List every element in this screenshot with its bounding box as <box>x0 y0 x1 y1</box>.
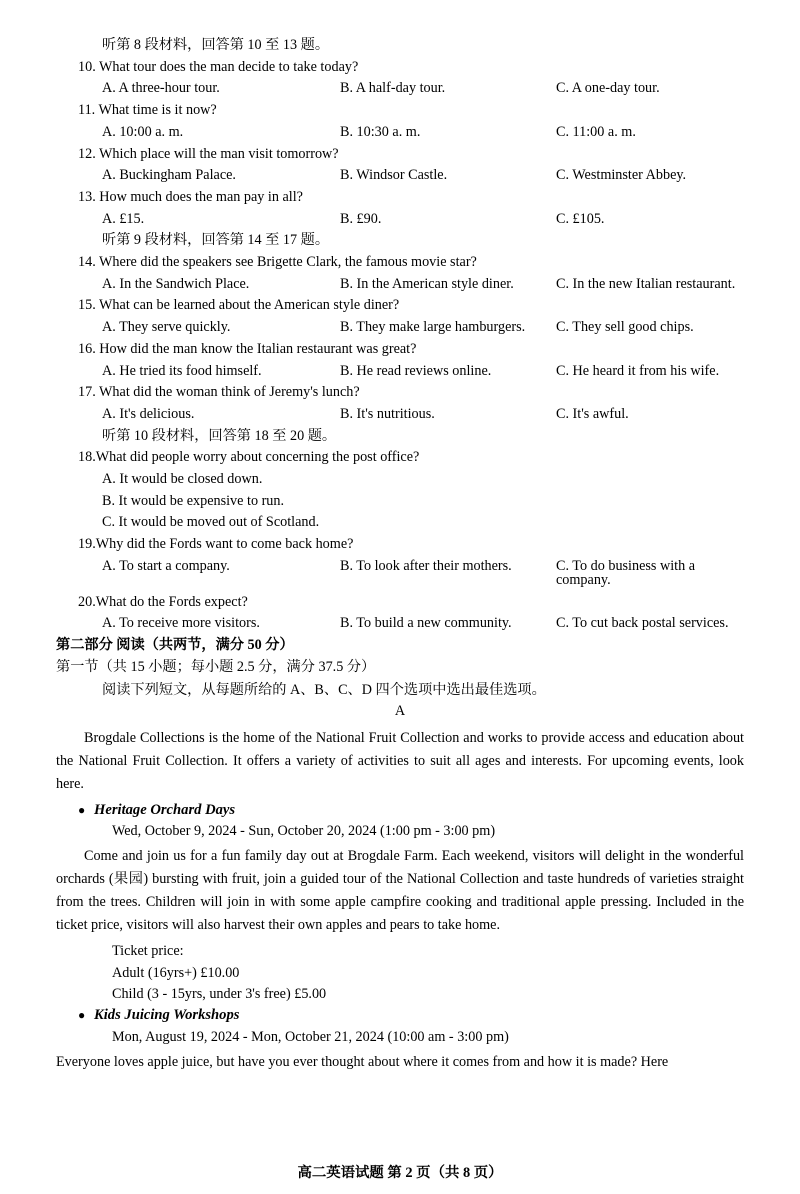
question-text: How much does the man pay in all? <box>99 188 303 205</box>
question-text: Which place will the man visit tomorrow? <box>99 145 339 162</box>
event-title: Heritage Orchard Days <box>94 801 236 818</box>
option-b[interactable]: B. £90. <box>340 210 382 227</box>
question-number: 10. <box>78 58 96 75</box>
question-options <box>56 616 744 630</box>
question-options <box>56 277 744 291</box>
option-a[interactable]: A. He tried its food himself. <box>102 362 262 379</box>
question-stem <box>56 342 744 356</box>
question-text: What time is it now? <box>98 102 217 119</box>
question-stem <box>56 60 744 74</box>
option-a[interactable]: A. To start a company. <box>102 557 230 574</box>
question-options <box>56 364 744 378</box>
option-a[interactable]: A. £15. <box>102 210 145 227</box>
option-b[interactable]: B. He read reviews online. <box>340 362 492 379</box>
option-b[interactable]: B. 10:30 a. m. <box>340 123 421 140</box>
question-number: 17. <box>78 384 96 401</box>
question-stem <box>56 190 744 204</box>
event-title: Kids Juicing Workshops <box>94 1006 240 1023</box>
question-options <box>56 125 744 139</box>
option-a[interactable]: A. They serve quickly. <box>102 319 231 336</box>
question-number: 13. <box>78 188 96 205</box>
part-two-section-one-heading: 第一节（共 15 小题；每小题 2.5 分，满分 37.5 分） <box>56 659 376 676</box>
question-number: 19. <box>78 536 96 553</box>
question-number: 11. <box>78 102 96 119</box>
option-b[interactable]: B. In the American style diner. <box>340 275 514 292</box>
event-description: Come and join us for a fun family day out at Brogdale Farm. Each weekend, visitors will delight in the wonderful orchards (果园) bursting with fruit, join a guided tour of the National Collection and taste hundreds of varieties straight from the trees. Children will join in with some apple campfire cooking and traditional apple pressing. Included in the ticket price, visitors will also harvest their own apples and pears to take home. <box>56 848 744 934</box>
question-stem <box>56 537 744 551</box>
question-stem <box>56 103 744 117</box>
option-c[interactable]: C. Westminster Abbey. <box>556 167 687 184</box>
option-a[interactable]: A. It's delicious. <box>102 405 195 422</box>
ticket-price-adult: Adult (16yrs+) £10.00 <box>112 964 240 981</box>
question-text: What tour does the man decide to take today? <box>99 58 359 75</box>
question-options <box>56 81 744 95</box>
question-options <box>56 559 744 587</box>
option-a[interactable]: A. In the Sandwich Place. <box>102 275 250 292</box>
question-options <box>56 320 744 334</box>
ticket-price-child: Child (3 - 15yrs, under 3's free) £5.00 <box>112 985 327 1002</box>
option-c[interactable]: C. To cut back postal services. <box>556 615 729 632</box>
option-b[interactable]: B. A half-day tour. <box>340 80 446 97</box>
option-a[interactable]: A. To receive more visitors. <box>102 615 260 632</box>
option-a[interactable]: A. 10:00 a. m. <box>102 123 184 140</box>
question-number: 12. <box>78 145 96 162</box>
question-text: What did the woman think of Jeremy's lunch? <box>99 384 360 401</box>
option-a[interactable]: A. A three-hour tour. <box>102 80 220 97</box>
question-options <box>56 168 744 182</box>
option-a[interactable]: A. It would be closed down. <box>102 471 263 488</box>
question-number: 14. <box>78 254 96 271</box>
question-stem <box>56 255 744 269</box>
option-b[interactable]: B. To build a new community. <box>340 615 512 632</box>
option-c[interactable]: C. It's awful. <box>556 405 629 422</box>
option-c[interactable]: C. £105. <box>556 210 605 227</box>
ticket-price-label: Ticket price: <box>112 943 184 960</box>
passage-intro-paragraph: Brogdale Collections is the home of the National Fruit Collection and works to provide access and education about the National Fruit Collection. It offers a variety of activities to suit all ages and interests. For upcoming events, look here. <box>56 729 744 792</box>
option-b[interactable]: B. They make large hamburgers. <box>340 319 526 336</box>
question-text: What do the Fords expect? <box>95 593 248 610</box>
option-a[interactable]: A. Buckingham Palace. <box>102 167 236 184</box>
part-two-heading: 第二部分 阅读（共两节，满分 50 分） <box>56 637 294 654</box>
option-c[interactable]: C. A one-day tour. <box>556 80 660 97</box>
option-c[interactable]: C. 11:00 a. m. <box>556 123 636 140</box>
event-dates: Mon, August 19, 2024 - Mon, October 21, 2024 (10:00 am - 3:00 pm) <box>112 1028 509 1045</box>
question-stem <box>56 147 744 161</box>
option-c[interactable]: C. It would be moved out of Scotland. <box>102 514 320 531</box>
bullet-dot-icon: ● <box>78 802 86 817</box>
event-dates: Wed, October 9, 2024 - Sun, October 20, 2024 (1:00 pm - 3:00 pm) <box>112 823 496 840</box>
question-number: 15. <box>78 297 96 314</box>
reading-instruction: 阅读下列短文，从每题所给的 A、B、C、D 四个选项中选出最佳选项。 <box>102 681 546 698</box>
event-bullet-heritage-orchard-days <box>56 803 744 818</box>
page-footer: 高二英语试题 第 2 页（共 8 页） <box>297 1164 503 1181</box>
event-description: Everyone loves apple juice, but have you ever thought about where it comes from and how it is made? Here <box>56 1053 669 1070</box>
option-b[interactable]: B. To look after their mothers. <box>340 557 512 574</box>
question-options <box>56 212 744 226</box>
listening-section-8-header: 听第 8 段材料，回答第 10 至 13 题。 <box>102 37 330 53</box>
option-b[interactable]: B. It's nutritious. <box>340 405 435 422</box>
question-number: 16. <box>78 340 96 357</box>
passage-label-a: A <box>394 703 406 720</box>
question-text: Where did the speakers see Brigette Clark, the famous movie star? <box>99 254 477 271</box>
option-c[interactable]: C. In the new Italian restaurant. <box>556 275 736 292</box>
question-text: Why did the Fords want to come back home? <box>95 536 354 553</box>
question-number: 20. <box>78 593 96 610</box>
option-b[interactable]: B. Windsor Castle. <box>340 167 448 184</box>
option-c[interactable]: C. He heard it from his wife. <box>556 362 720 379</box>
question-stem <box>56 450 744 464</box>
question-stem <box>56 298 744 312</box>
bullet-dot-icon: ● <box>78 1007 86 1022</box>
listening-section-9-header: 听第 9 段材料，回答第 14 至 17 题。 <box>102 232 330 249</box>
question-stem <box>56 385 744 399</box>
question-text: What did people worry about concerning the post office? <box>95 449 420 466</box>
event-bullet-kids-juicing-workshops <box>56 1008 744 1023</box>
question-stem <box>56 595 744 609</box>
option-c[interactable]: C. They sell good chips. <box>556 319 694 336</box>
option-b[interactable]: B. It would be expensive to run. <box>102 492 285 509</box>
option-c[interactable]: C. To do business with a company. <box>556 557 696 589</box>
listening-section-10-header: 听第 10 段材料，回答第 18 至 20 题。 <box>102 427 337 444</box>
question-text: What can be learned about the American style diner? <box>99 297 400 314</box>
question-options <box>56 407 744 421</box>
question-number: 18. <box>78 449 96 466</box>
question-text: How did the man know the Italian restaurant was great? <box>99 340 417 357</box>
